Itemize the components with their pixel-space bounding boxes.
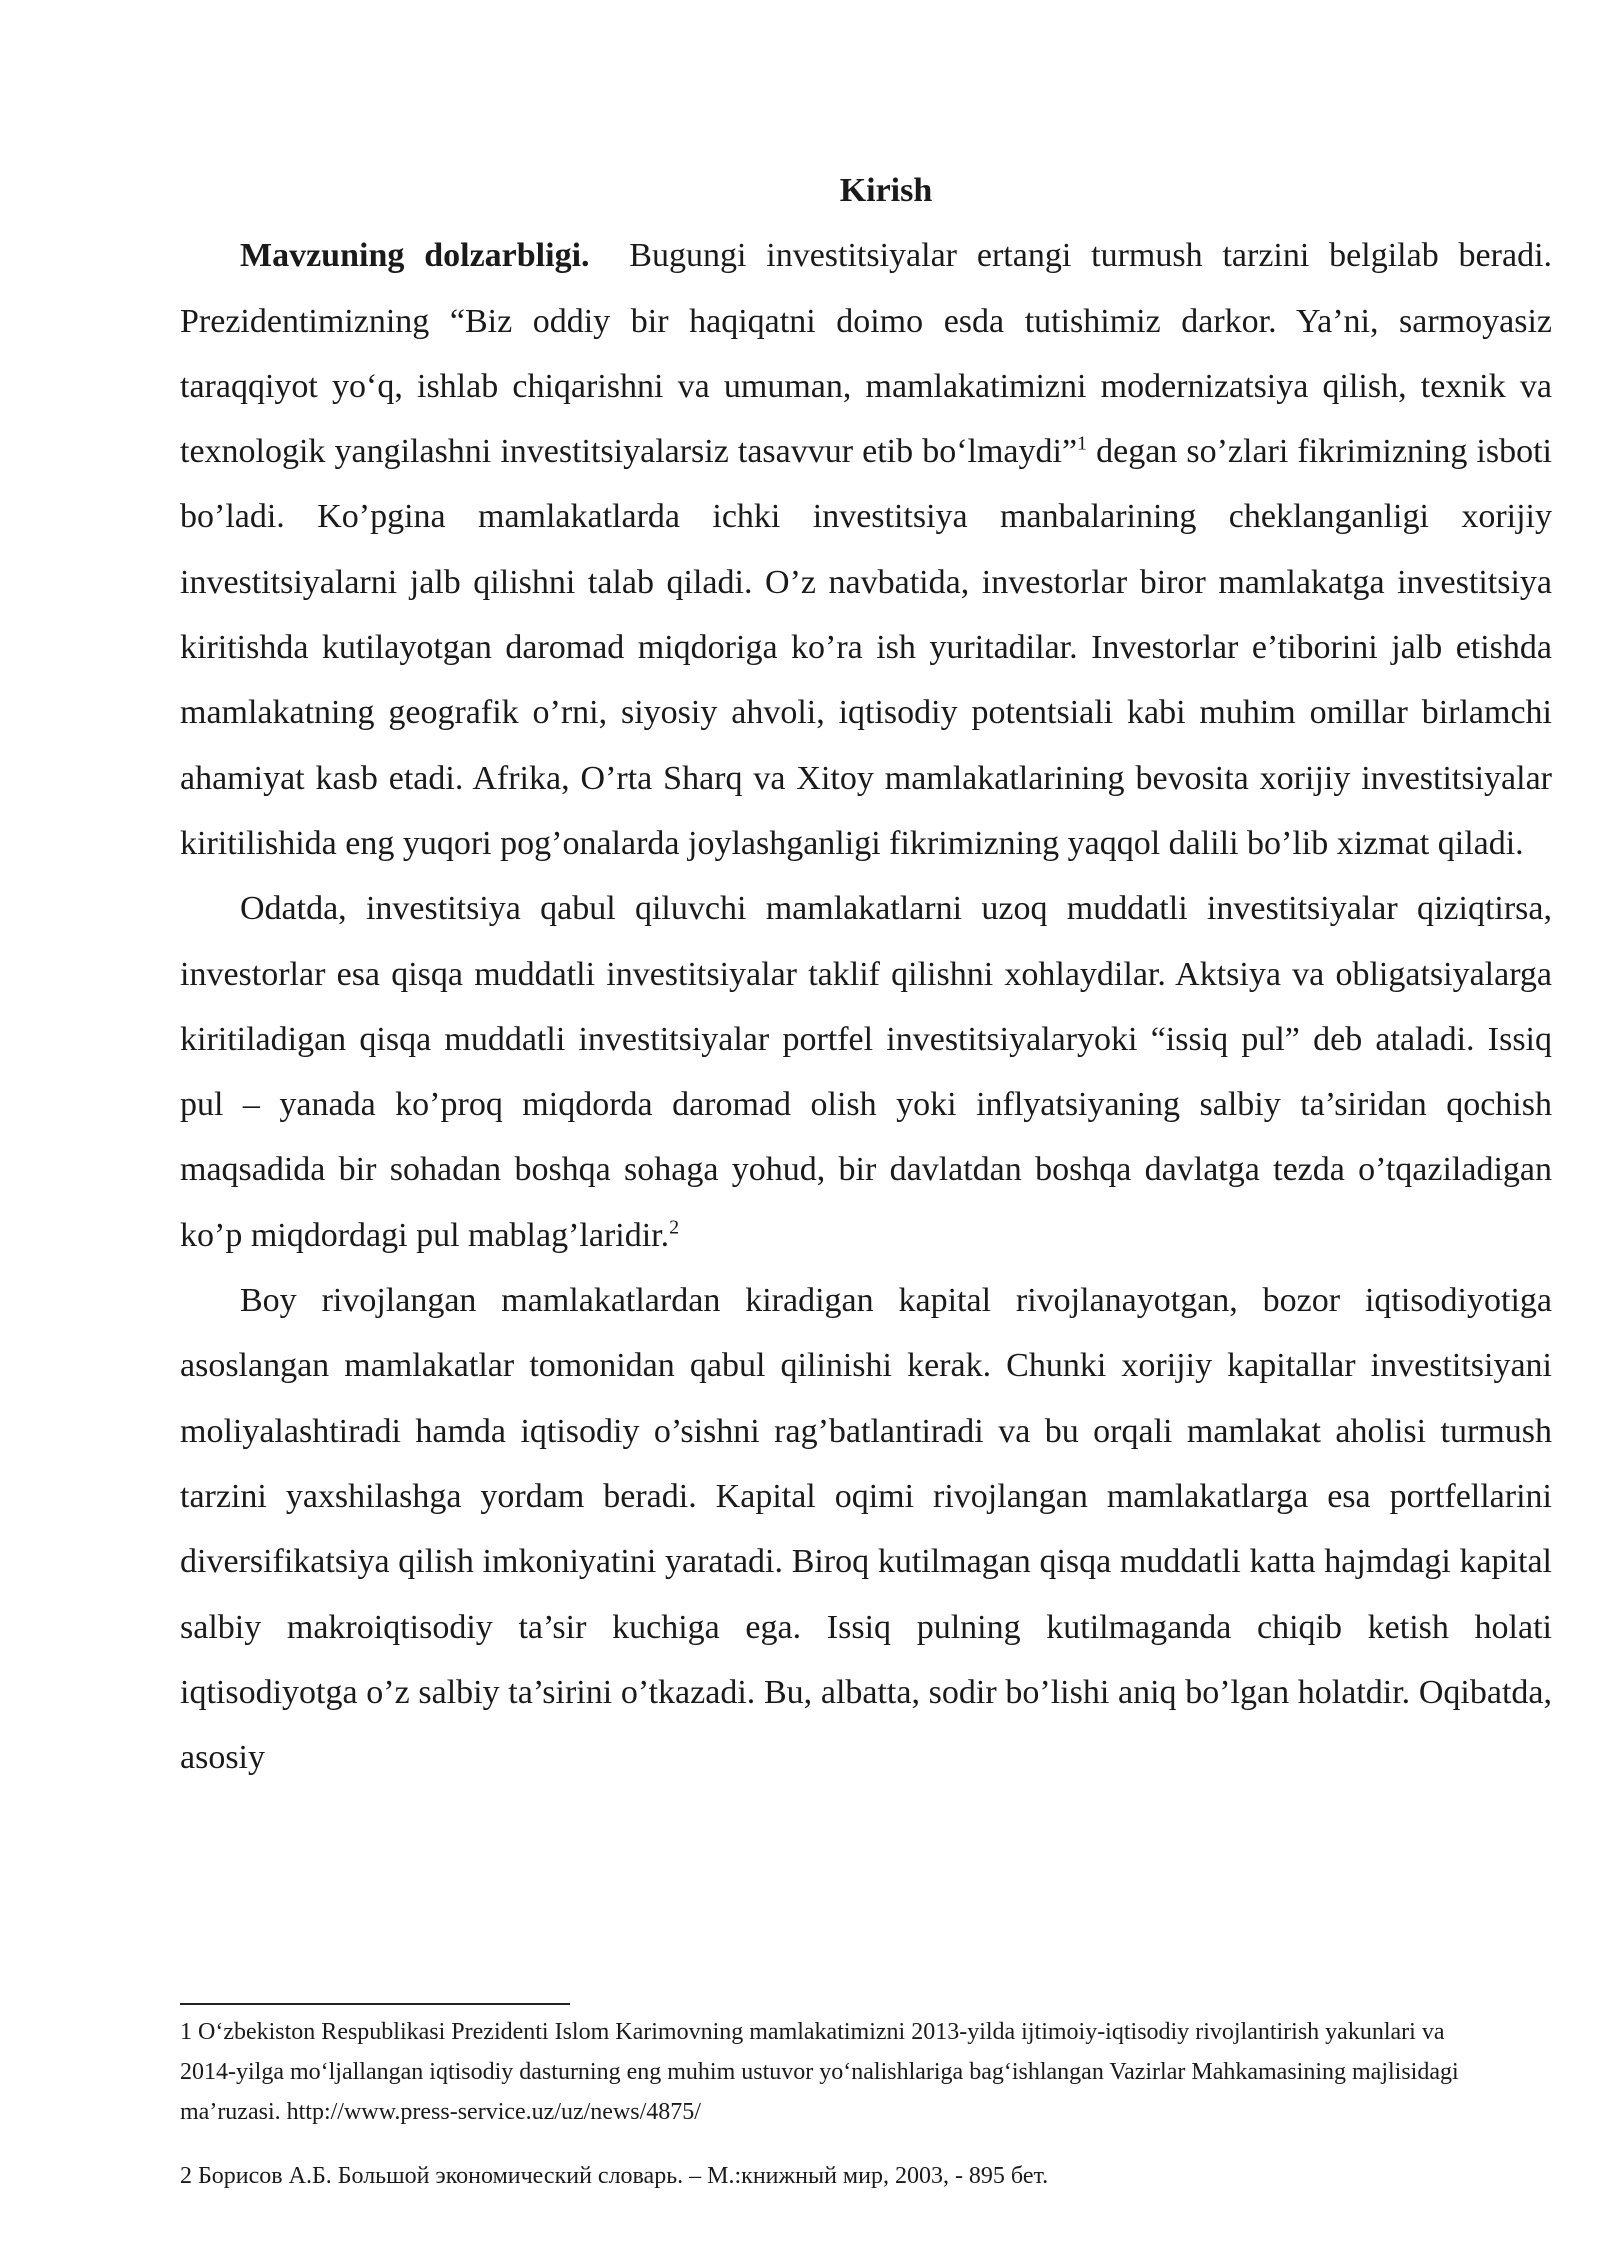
paragraph-1-text-a: Bugungi investitsiyalar ertangi turmush tarzini belgilab beradi. Prezidentimizning “Biz oddiy bir haqiqatni doimo esda tutishimiz darkor. Ya’ni, sarmoyasiz taraqqiyot yo‘q, ishlab chiqarishni va umuman, mamlakatimizni modernizatsiya qilish, texnik va texnologik yangilashni investitsiyalarsiz tasavvur etib bo‘lmaydi” [180,237,1553,471]
footnote-separator [180,2003,570,2005]
paragraph-3 [180,1268,1552,1790]
footnote-2: 2 Борисов А.Б. Большой экономический словарь. – М.:книжный мир, 2003, - 895 бет. [180,2163,1049,2189]
footnote-ref-2[interactable]: 2 [669,1216,680,1239]
body-text [180,158,1552,1790]
paragraph-2-text: Odatda, investitsiya qabul qiluvchi mamlakatlarni uzoq muddatli investitsiyalar qiziqtirsa, investorlar esa qisqa muddatli investitsiyalar taklif qilishni xohlaydilar. Aktsiya va obligatsiyalarga kiritiladigan qisqa muddatli investitsiyalar portfel investitsiyalaryoki “issiq pul” deb ataladi. Issiq pul – yanada ko’proq miqdorda daromad olish yoki inflyatsiyaning salbiy ta’siridan qochish maqsadida bir sohadan boshqa sohaga yohud, bir davlatdan boshqa davlatga tezda o’tqaziladigan ko’p miqdordagi pul mablag’laridir. [180,890,1552,1254]
footnote-ref-1[interactable]: 1 [1077,432,1088,455]
paragraph-3-text: Boy rivojlangan mamlakatlardan kiradigan kapital rivojlanayotgan, bozor iqtisodiyotiga asoslangan mamlakatlar tomonidan qabul qilinishi kerak. Chunki xorijiy kapitallar investitsiyani moliyalashtiradi hamda iqtisodiy o’sishni rag’batlantiradi va bu orqali mamlakat aholisi turmush tarzini yaxshilashga yordam beradi. Kapital oqimi rivojlangan mamlakatlarga esa portfellarini diversifikatsiya qilish imkoniyatini yaratadi. Biroq kutilmagan qisqa muddatli katta hajmdagi kapital salbiy makroiqtisodiy ta’sir kuchiga ega. Issiq pulning kutilmaganda chiqib ketish holati iqtisodiyotga o’z salbiy ta’sirini o’tkazadi. Bu, albatta, sodir bo’lishi aniq bo’lgan holatdir. Oqibatda, asosiy [180,1282,1552,1777]
footnotes [180,2012,1480,2220]
paragraph-heading: Mavzuning dolzarbligi. [240,237,590,275]
page-title: Kirish [839,172,933,209]
paragraph-1 [180,223,1552,876]
paragraph-1-text-b: degan so’zlari fikrimizning isboti bo’ladi. Ko’pgina mamlakatlarda ichki investitsiya manbalarining cheklanganligi xorijiy investitsiyalarni jalb qilishni talab qiladi. O’z navbatida, investorlar biror mamlakatga investitsiya kiritishda kutilayotgan daromad miqdoriga ko’ra ish yuritadilar. Investorlar e’tiborini jalb etishda mamlakatning geografik o’rni, siyosiy ahvoli, iqtisodiy potentsiali kabi muhim omillar birlamchi ahamiyat kasb etadi. Afrika, O’rta Sharq va Xitoy mamlakatlarining bevosita xorijiy investitsiyalar kiritilishida eng yuqori pog’onalarda joylashganligi fikrimizning yaqqol dalili bo’lib xizmat qiladi. [180,433,1553,862]
footnote-1: 1 O‘zbekiston Respublikasi Prezidenti Islom Karimovning mamlakatimizni 2013-yilda ijtimoiy-iqtisodiy rivojlantirish yakunlari va 2014-yilga mo‘ljallangan iqtisodiy dasturning eng muhim ustuvor yo‘nalishlariga bag‘ishlangan Vazirlar Mahkamasining majlisidagi ma’ruzasi. http://www.press-service.uz/uz/news/4875/ [180,2019,1459,2125]
paragraph-2 [180,876,1552,1268]
